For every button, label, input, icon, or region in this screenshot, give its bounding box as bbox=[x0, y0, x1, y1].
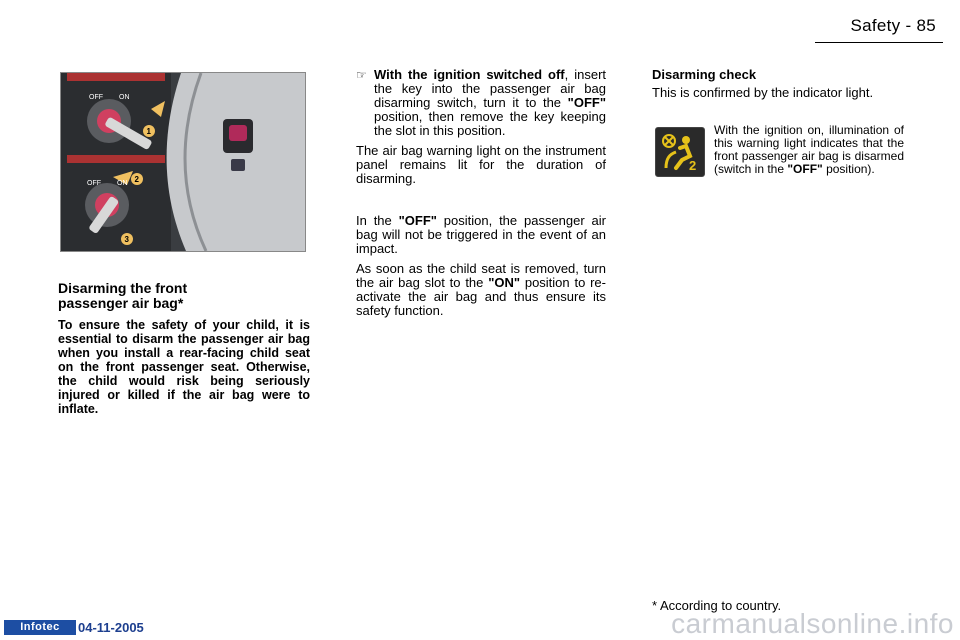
infotec-logo: Infotec bbox=[4, 620, 76, 635]
section-heading bbox=[58, 281, 308, 311]
step-2-label: 2 bbox=[134, 175, 139, 184]
middle-column bbox=[356, 68, 606, 324]
print-date: 04-11-2005 bbox=[78, 620, 144, 635]
airbag-off-warning-light bbox=[655, 127, 705, 177]
disarming-switch-photo bbox=[60, 72, 306, 252]
instruction-bullet bbox=[356, 68, 606, 138]
para3-text-b: position to re-activate the air bag and thus ensure its safety function. bbox=[356, 275, 606, 318]
section-heading-line1: Disarming the front bbox=[58, 280, 188, 296]
para2-text-a: In the bbox=[356, 213, 399, 228]
disarming-check-title: Disarming check bbox=[652, 67, 757, 82]
note-off-text: "OFF" bbox=[787, 162, 823, 176]
header-rule bbox=[815, 42, 943, 43]
step-1-label: 1 bbox=[146, 127, 151, 136]
bullet-off-text: "OFF" bbox=[567, 95, 606, 110]
switch-bottom-on-label: ON bbox=[117, 180, 128, 187]
right-column bbox=[652, 68, 904, 106]
off-position-paragraph bbox=[356, 214, 606, 256]
airbag-off-icon bbox=[656, 128, 704, 176]
para2-off-text: "OFF" bbox=[398, 213, 437, 228]
bullet-text-b: position, then remove the key keeping the slot in this position. bbox=[374, 109, 606, 138]
site-watermark: carmanualsonline.info bbox=[671, 608, 954, 639]
warning-light-note bbox=[714, 124, 904, 176]
note-text-a: With the ignition on, illumination of this warning light indicates that the front passenger air bag is disarmed (switch in the bbox=[714, 123, 904, 176]
para3-on-text: "ON" bbox=[488, 275, 521, 290]
switch-illustration bbox=[61, 73, 305, 251]
child-seat-warning: To ensure the safety of your child, it is essential to disarm the passenger air bag when you install a rear-facing child seat on the front passenger seat. Otherwise, the child would risk being seriously injured or killed if the air bag were to inflate. bbox=[58, 318, 310, 416]
step-3-label: 3 bbox=[124, 235, 129, 244]
country-footnote: * According to country. bbox=[652, 598, 782, 613]
switch-top-off-label: OFF bbox=[89, 94, 103, 101]
switch-bottom-off-label: OFF bbox=[87, 180, 101, 187]
para2-text-b: position, the passenger air bag will not be triggered in the event of an impact. bbox=[356, 213, 606, 256]
para3-text-a: As soon as the child seat is removed, turn the air bag slot to the bbox=[356, 261, 606, 290]
page-title: Safety - 85 bbox=[850, 16, 936, 35]
switch-top-on-label: ON bbox=[119, 94, 130, 101]
warning-light-paragraph: The air bag warning light on the instrument panel remains lit for the duration of disarming. bbox=[356, 143, 606, 186]
section-heading-line2: passenger air bag* bbox=[58, 295, 184, 311]
reactivate-paragraph bbox=[356, 262, 606, 318]
svg-text:2: 2 bbox=[689, 158, 697, 173]
bullet-text-a: , insert the key into the passenger air bag disarming switch, turn it to the bbox=[374, 67, 607, 110]
bullet-bold-text: With the ignition switched off bbox=[374, 67, 565, 82]
disarming-check-intro: This is confirmed by the indicator light. bbox=[652, 85, 874, 100]
note-text-b: position). bbox=[822, 162, 875, 176]
pointer-icon: ☞ bbox=[356, 68, 367, 82]
